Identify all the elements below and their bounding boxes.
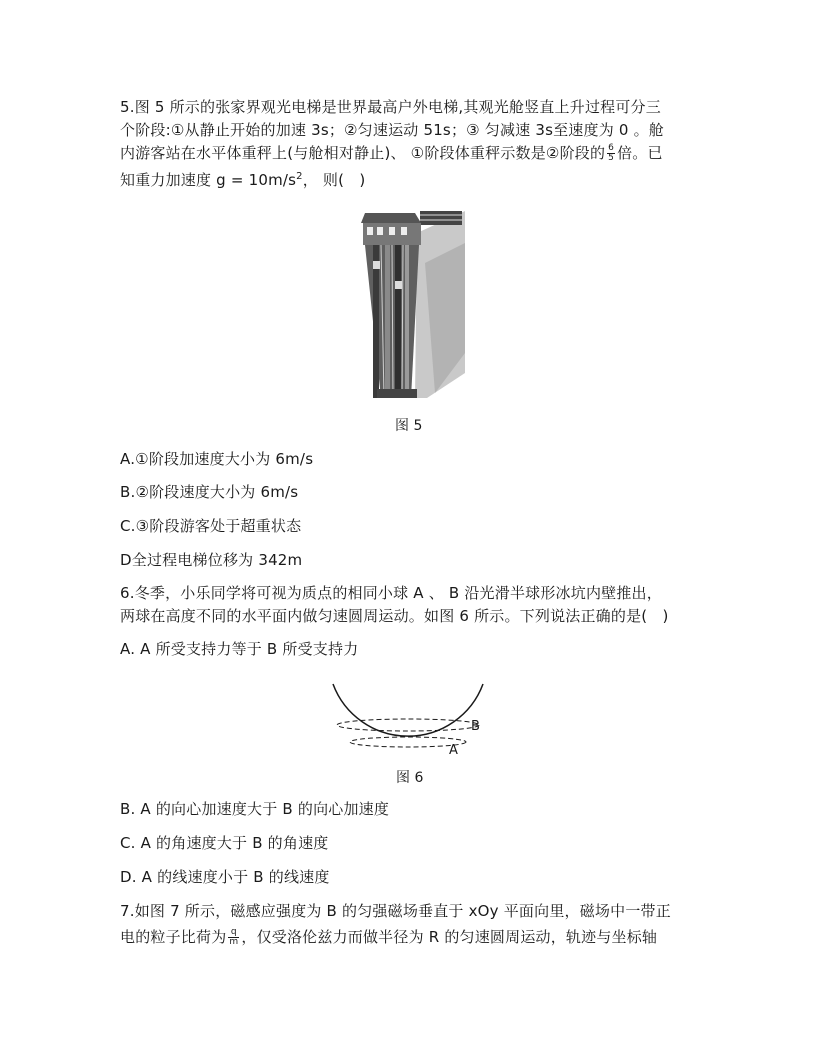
q7-fraction-den: m <box>229 937 239 947</box>
q5-line-4-tail: ， 则( ) <box>302 171 366 189</box>
q5-line-1: 5.图 5 所示的张家界观光电梯是世界最高户外电梯,其观光舱竖直上升过程可分三 <box>120 98 661 116</box>
q5-line-2: 个阶段:①从静止开始的加速 3s；②匀速运动 51s；③ 匀减速 3s至速度为 0 。舱 <box>120 121 664 139</box>
q7-line-2-tail: ，仅受洛伦兹力而做半径为 R 的匀速圆周运动，轨迹与坐标轴 <box>241 928 658 946</box>
q7-fraction <box>228 928 239 947</box>
q5-line-3-tail: 倍。已 <box>617 144 663 162</box>
q7-line-2 <box>120 926 657 948</box>
q6-line-2: 两球在高度不同的水平面内做匀速圆周运动。如图 6 所示。下列说法正确的是( ) <box>120 607 669 625</box>
q5-exponent: 2 <box>296 171 303 182</box>
q5-line-3-text: 内游客站在水平体重秤上(与舱相对静止)、 ①阶段体重秤示数是②阶段的 <box>120 144 606 162</box>
q5-line-4 <box>120 166 365 191</box>
q7-fraction-num: q <box>228 928 239 938</box>
q6-line-1: 6.冬季，小乐同学将可视为质点的相同小球 A 、 B 沿光滑半球形冰坑内壁推出， <box>120 584 662 602</box>
q6-option-a: A. A 所受支持力等于 B 所受支持力 <box>120 640 359 658</box>
q5-option-c: C.③阶段游客处于超重状态 <box>120 517 302 535</box>
q5-fraction-den: 5 <box>608 153 615 163</box>
elevator-tower-illustration <box>355 203 465 398</box>
figure-5-caption: 图 5 <box>395 418 423 434</box>
ball-b-label: B <box>471 719 480 734</box>
q6-option-b: B. A 的向心加速度大于 B 的向心加速度 <box>120 800 390 818</box>
q5-option-d: D全过程电梯位移为 342m <box>120 551 303 569</box>
q5-fraction-num: 6 <box>608 143 615 153</box>
q5-line-4-text: 知重力加速度 g = 10m/s <box>120 171 297 189</box>
q5-fraction <box>607 144 615 163</box>
q7-line-1: 7.如图 7 所示，磁感应强度为 B 的匀强磁场垂直于 xOy 平面向里，磁场中一带正 <box>120 902 671 920</box>
q5-option-a: A.①阶段加速度大小为 6m/s <box>120 450 314 468</box>
q6-option-c: C. A 的角速度大于 B 的角速度 <box>120 834 329 852</box>
q5-line-3 <box>120 142 663 164</box>
q5-option-b: B.②阶段速度大小为 6m/s <box>120 483 299 501</box>
ball-a-label: A <box>449 743 458 758</box>
figure-6-caption: 图 6 <box>396 770 424 786</box>
q7-line-2-text: 电的粒子比荷为 <box>120 928 227 946</box>
q6-option-d: D. A 的线速度小于 B 的线速度 <box>120 868 330 886</box>
